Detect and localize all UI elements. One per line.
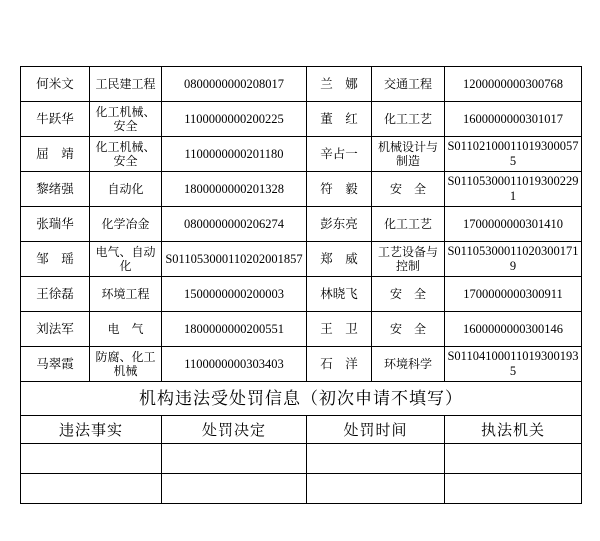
violation-facts-cell[interactable] <box>21 444 162 474</box>
major: 安 全 <box>372 277 445 312</box>
header-enforcement-agency: 执法机关 <box>445 416 582 444</box>
penalty-decision-cell[interactable] <box>162 444 307 474</box>
person-name: 符 毅 <box>307 172 372 207</box>
major: 化工工艺 <box>372 102 445 137</box>
person-name: 何米文 <box>21 67 90 102</box>
certificate-number: 0800000000206274 <box>162 207 307 242</box>
person-name: 张瑞华 <box>21 207 90 242</box>
major: 自动化 <box>90 172 162 207</box>
major: 安 全 <box>372 312 445 347</box>
person-name: 黎绪强 <box>21 172 90 207</box>
person-name: 刘法军 <box>21 312 90 347</box>
violation-facts-cell[interactable] <box>21 474 162 504</box>
person-name: 彭东亮 <box>307 207 372 242</box>
table-row <box>21 207 582 242</box>
major: 机械设计与制造 <box>372 137 445 172</box>
major: 电气、自动化 <box>90 242 162 277</box>
certificate-number: 1200000000300768 <box>445 67 582 102</box>
table-row <box>21 172 582 207</box>
certificate-number: S011053000110202001857 <box>162 242 307 277</box>
enforcement-agency-cell[interactable] <box>445 444 582 474</box>
person-name: 邹 瑶 <box>21 242 90 277</box>
certificate-number: 1600000000300146 <box>445 312 582 347</box>
person-name: 石 洋 <box>307 347 372 382</box>
person-name: 董 红 <box>307 102 372 137</box>
major: 工艺设备与控制 <box>372 242 445 277</box>
certificate-number: 1800000000200551 <box>162 312 307 347</box>
person-name: 屈 靖 <box>21 137 90 172</box>
personnel-rows <box>21 67 582 382</box>
certificate-number: S011053000110193002291 <box>445 172 582 207</box>
blank-row <box>21 444 582 474</box>
major: 交通工程 <box>372 67 445 102</box>
person-name: 辛占一 <box>307 137 372 172</box>
person-name: 林晓飞 <box>307 277 372 312</box>
table-row <box>21 242 582 277</box>
major: 环境科学 <box>372 347 445 382</box>
blank-row <box>21 474 582 504</box>
major: 环境工程 <box>90 277 162 312</box>
header-violation-facts: 违法事实 <box>21 416 162 444</box>
penalty-time-cell[interactable] <box>307 474 445 504</box>
table-row <box>21 277 582 312</box>
table-row <box>21 67 582 102</box>
certificate-number: 1800000000201328 <box>162 172 307 207</box>
section-title: 机构违法受处罚信息（初次申请不填写） <box>21 382 582 416</box>
person-name: 牛跃华 <box>21 102 90 137</box>
table-row <box>21 137 582 172</box>
certificate-number: S011053000110203001719 <box>445 242 582 277</box>
penalty-time-cell[interactable] <box>307 444 445 474</box>
table-row <box>21 102 582 137</box>
person-name: 王 卫 <box>307 312 372 347</box>
certificate-number: S011021000110193000575 <box>445 137 582 172</box>
major: 工民建工程 <box>90 67 162 102</box>
penalty-decision-cell[interactable] <box>162 474 307 504</box>
major: 电 气 <box>90 312 162 347</box>
table-row <box>21 312 582 347</box>
person-name: 郑 威 <box>307 242 372 277</box>
person-name: 马翠霞 <box>21 347 90 382</box>
major: 化工工艺 <box>372 207 445 242</box>
certificate-number: 1100000000201180 <box>162 137 307 172</box>
certificate-number: 1700000000301410 <box>445 207 582 242</box>
certificate-number: 1700000000300911 <box>445 277 582 312</box>
header-penalty-time: 处罚时间 <box>307 416 445 444</box>
certificate-number: S011041000110193001935 <box>445 347 582 382</box>
person-name: 王徐磊 <box>21 277 90 312</box>
major: 安 全 <box>372 172 445 207</box>
certificate-number: 1500000000200003 <box>162 277 307 312</box>
enforcement-agency-cell[interactable] <box>445 474 582 504</box>
major: 化工机械、安全 <box>90 102 162 137</box>
person-name: 兰 娜 <box>307 67 372 102</box>
certificate-number: 1100000000200225 <box>162 102 307 137</box>
certificate-number: 1100000000303403 <box>162 347 307 382</box>
header-penalty-decision: 处罚决定 <box>162 416 307 444</box>
certificate-number: 1600000000301017 <box>445 102 582 137</box>
certificate-number: 0800000000208017 <box>162 67 307 102</box>
qualification-table <box>20 66 582 504</box>
major: 化工机械、安全 <box>90 137 162 172</box>
table-row <box>21 347 582 382</box>
major: 化学冶金 <box>90 207 162 242</box>
major: 防腐、化工机械 <box>90 347 162 382</box>
